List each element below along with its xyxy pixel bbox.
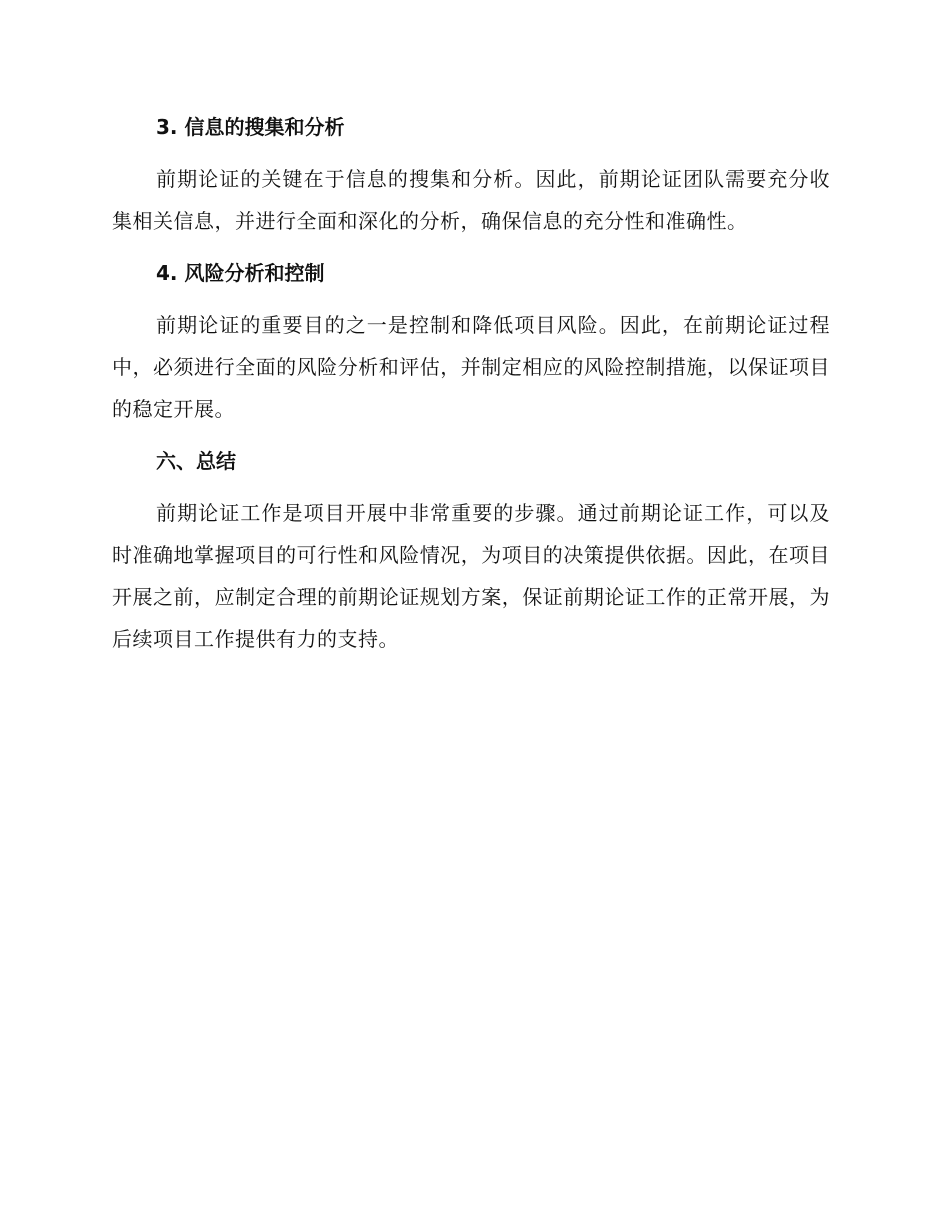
section-heading-info-analysis: 3. 信息的搜集和分析 bbox=[156, 115, 345, 139]
section-paragraph-info-analysis: 前期论证的关键在于信息的搜集和分析。因此，前期论证团队需要充分收集相关信息，并进行全面和深化的分析，确保信息的充分性和准确性。 bbox=[112, 167, 830, 233]
section-heading-risk-control: 4. 风险分析和控制 bbox=[156, 261, 325, 285]
section-paragraph-risk-control: 前期论证的重要目的之一是控制和降低项目风险。因此，在前期论证过程中，必须进行全面的风险分析和评估，并制定相应的风险控制措施，以保证项目的稳定开展。 bbox=[112, 313, 830, 421]
document-body bbox=[112, 106, 830, 660]
section-heading-summary: 六、总结 bbox=[156, 449, 236, 473]
section-paragraph-summary: 前期论证工作是项目开展中非常重要的步骤。通过前期论证工作，可以及时准确地掌握项目的可行性和风险情况，为项目的决策提供依据。因此，在项目开展之前，应制定合理的前期论证规划方案，保证前期论证工作的正常开展，为后续项目工作提供有力的支持。 bbox=[112, 501, 830, 651]
